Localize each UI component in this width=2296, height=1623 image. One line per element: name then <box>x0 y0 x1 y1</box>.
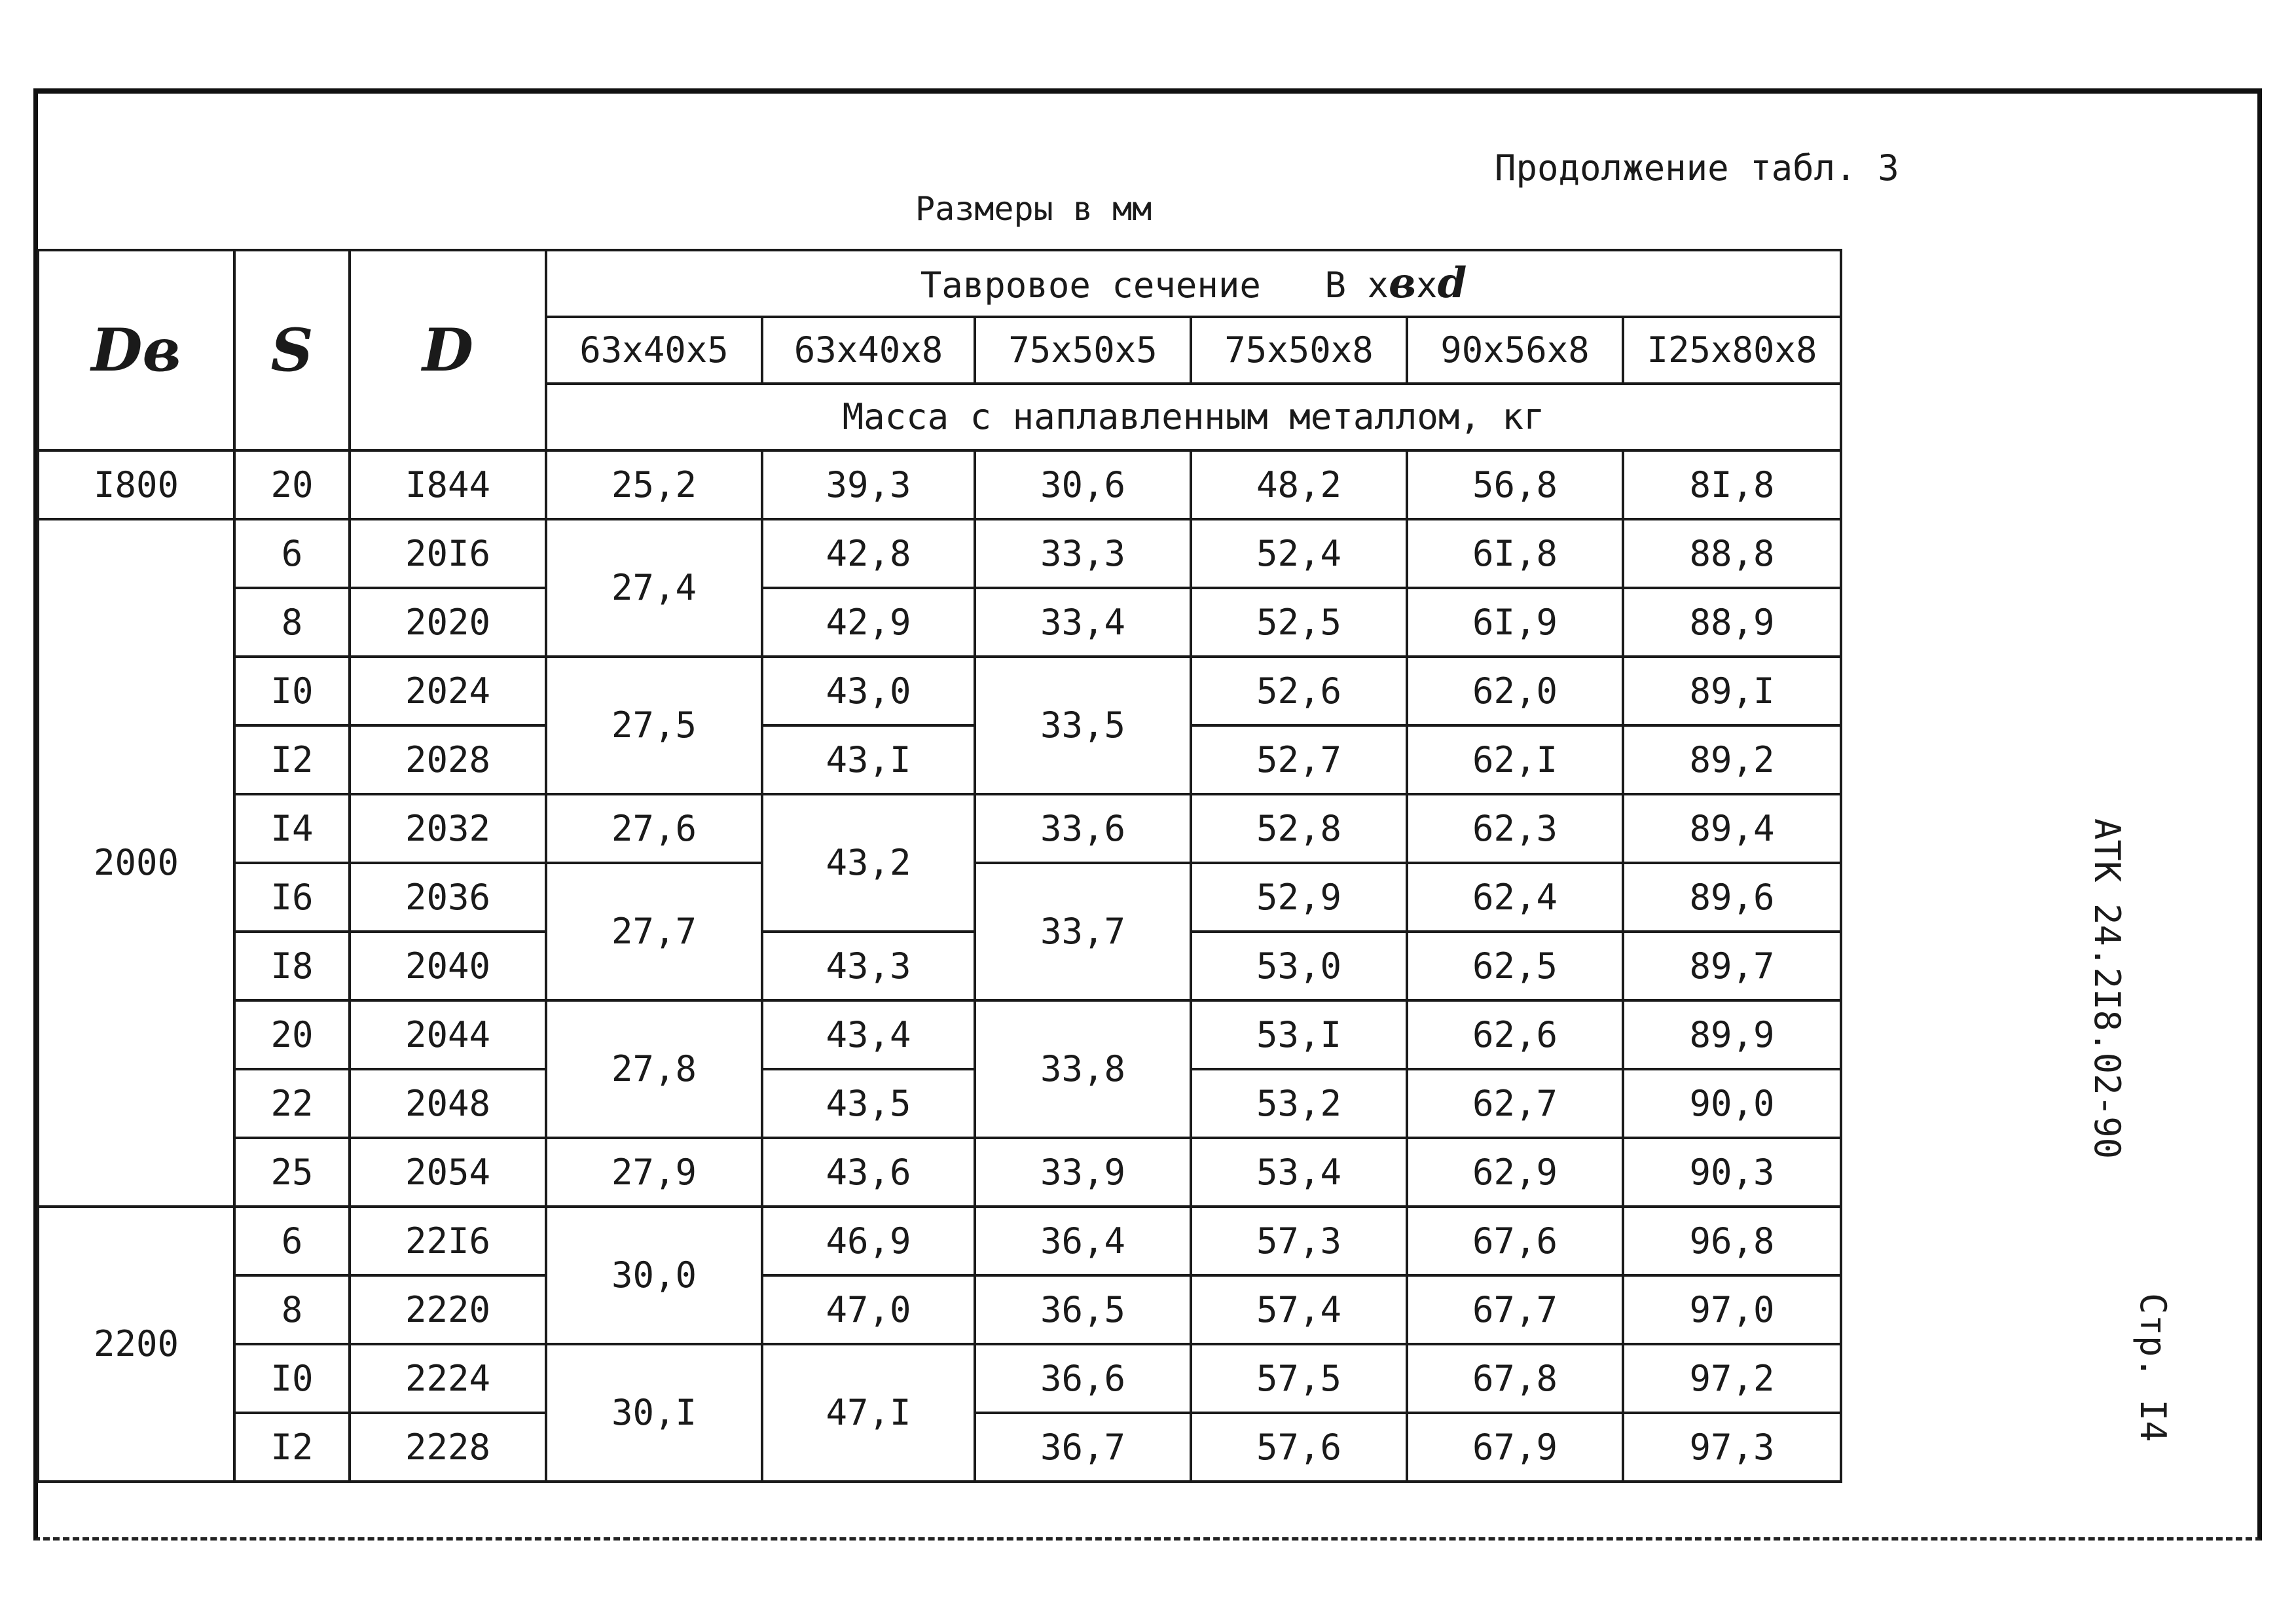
table-row <box>38 588 1841 657</box>
cell-mass: 27,5 <box>546 657 762 794</box>
cell-mass: 36,5 <box>975 1275 1191 1344</box>
cell-D: 2054 <box>350 1138 546 1207</box>
cell-S: I0 <box>234 1344 350 1413</box>
cell-mass: 52,6 <box>1191 657 1407 725</box>
table-row <box>38 1344 1841 1413</box>
cell-mass: 30,6 <box>975 450 1191 519</box>
cell-mass: 62,3 <box>1407 794 1623 863</box>
cell-mass: 27,8 <box>546 1000 762 1138</box>
cell-D: 2028 <box>350 725 546 794</box>
cell-mass: 57,5 <box>1191 1344 1407 1413</box>
cell-D: 2020 <box>350 588 546 657</box>
header-row-1 <box>38 250 1841 317</box>
cell-D: 2024 <box>350 657 546 725</box>
cell-S: 20 <box>234 1000 350 1069</box>
cell-D: I844 <box>350 450 546 519</box>
cell-mass: 27,4 <box>546 519 762 657</box>
cell-mass: 27,6 <box>546 794 762 863</box>
cell-mass: 52,7 <box>1191 725 1407 794</box>
cell-mass: 43,3 <box>762 932 975 1000</box>
cell-mass: 88,8 <box>1623 519 1841 588</box>
cell-mass: 52,4 <box>1191 519 1407 588</box>
cell-mass: 67,7 <box>1407 1275 1623 1344</box>
cell-S: I2 <box>234 1413 350 1482</box>
cell-mass: 33,3 <box>975 519 1191 588</box>
cell-mass: 53,2 <box>1191 1069 1407 1138</box>
cell-mass: 89,4 <box>1623 794 1841 863</box>
cell-mass: 27,7 <box>546 863 762 1000</box>
cell-D: 22I6 <box>350 1207 546 1275</box>
cell-D: 2036 <box>350 863 546 932</box>
section-formula-d: d <box>1437 259 1467 308</box>
cell-mass: 47,0 <box>762 1275 975 1344</box>
cell-D: 20I6 <box>350 519 546 588</box>
cell-Db: I800 <box>38 450 234 519</box>
cell-mass: 36,4 <box>975 1207 1191 1275</box>
cell-S: I4 <box>234 794 350 863</box>
table-row <box>38 657 1841 725</box>
table-row <box>38 1275 1841 1344</box>
cell-mass: 39,3 <box>762 450 975 519</box>
section-formula-mid: х <box>1416 264 1438 306</box>
table-row <box>38 725 1841 794</box>
cell-mass: 52,5 <box>1191 588 1407 657</box>
cell-mass: 33,9 <box>975 1138 1191 1207</box>
header-S: S <box>234 250 350 450</box>
cell-mass: 89,9 <box>1623 1000 1841 1069</box>
cell-mass: 46,9 <box>762 1207 975 1275</box>
section-formula-b: в <box>1389 259 1417 308</box>
table-row <box>38 1138 1841 1207</box>
cell-mass: 88,9 <box>1623 588 1841 657</box>
cell-D: 2224 <box>350 1344 546 1413</box>
profile-header: 63х40х5 <box>546 317 762 384</box>
mass-table <box>37 249 1842 1483</box>
table-row <box>38 1000 1841 1069</box>
table-row <box>38 1069 1841 1138</box>
cell-S: 6 <box>234 519 350 588</box>
cell-S: 6 <box>234 1207 350 1275</box>
table-row <box>38 450 1841 519</box>
cell-mass: 42,8 <box>762 519 975 588</box>
cell-mass: 43,I <box>762 725 975 794</box>
cell-S: 22 <box>234 1069 350 1138</box>
cell-Db: 2200 <box>38 1207 234 1482</box>
cell-mass: 57,6 <box>1191 1413 1407 1482</box>
profile-header: 75х50х5 <box>975 317 1191 384</box>
cell-mass: 53,0 <box>1191 932 1407 1000</box>
section-formula-prefix: В х <box>1324 264 1389 306</box>
cell-S: I6 <box>234 863 350 932</box>
cell-mass: 33,8 <box>975 1000 1191 1138</box>
cell-mass: 30,0 <box>546 1207 762 1344</box>
cell-mass: 25,2 <box>546 450 762 519</box>
cell-mass: 62,4 <box>1407 863 1623 932</box>
cell-mass: 89,7 <box>1623 932 1841 1000</box>
cell-mass: 90,3 <box>1623 1138 1841 1207</box>
profile-header: 63х40х8 <box>762 317 975 384</box>
header-D: D <box>350 250 546 450</box>
cell-mass: 27,9 <box>546 1138 762 1207</box>
cell-mass: 62,0 <box>1407 657 1623 725</box>
cell-mass: 6I,9 <box>1407 588 1623 657</box>
cell-mass: 97,3 <box>1623 1413 1841 1482</box>
cell-mass: 43,0 <box>762 657 975 725</box>
cell-mass: 43,6 <box>762 1138 975 1207</box>
cell-D: 2044 <box>350 1000 546 1069</box>
cell-D: 2228 <box>350 1413 546 1482</box>
cell-mass: 52,8 <box>1191 794 1407 863</box>
cell-mass: 53,I <box>1191 1000 1407 1069</box>
continuation-title: Продолжение табл. 3 <box>1495 147 1899 189</box>
mass-caption: Масса с наплавленным металлом, кг <box>546 384 1841 450</box>
cell-mass: 6I,8 <box>1407 519 1623 588</box>
cell-S: I0 <box>234 657 350 725</box>
table-row <box>38 794 1841 863</box>
cell-mass: 90,0 <box>1623 1069 1841 1138</box>
cell-mass: 89,6 <box>1623 863 1841 932</box>
header-Db: Dв <box>38 250 234 450</box>
cell-mass: 62,9 <box>1407 1138 1623 1207</box>
cell-mass: 30,I <box>546 1344 762 1482</box>
cell-mass: 43,5 <box>762 1069 975 1138</box>
cell-mass: 33,5 <box>975 657 1191 794</box>
cell-mass: 33,4 <box>975 588 1191 657</box>
cell-mass: 97,0 <box>1623 1275 1841 1344</box>
profile-header: 90х56х8 <box>1407 317 1623 384</box>
section-header <box>546 250 1841 317</box>
cell-mass: 62,5 <box>1407 932 1623 1000</box>
cell-S: I8 <box>234 932 350 1000</box>
page-number: Стр. I4 <box>2132 1293 2174 1442</box>
cell-mass: 89,I <box>1623 657 1841 725</box>
profile-header: 75х50х8 <box>1191 317 1407 384</box>
cell-mass: 89,2 <box>1623 725 1841 794</box>
table-row <box>38 519 1841 588</box>
cell-mass: 47,I <box>762 1344 975 1482</box>
cell-mass: 8I,8 <box>1623 450 1841 519</box>
cell-mass: 62,I <box>1407 725 1623 794</box>
cell-D: 2220 <box>350 1275 546 1344</box>
size-note: Размеры в мм <box>915 190 1152 228</box>
cell-mass: 42,9 <box>762 588 975 657</box>
cell-S: 20 <box>234 450 350 519</box>
cell-mass: 43,2 <box>762 794 975 932</box>
cell-D: 2048 <box>350 1069 546 1138</box>
cell-S: 25 <box>234 1138 350 1207</box>
cell-S: 8 <box>234 1275 350 1344</box>
profile-header: I25х80х8 <box>1623 317 1841 384</box>
cell-mass: 33,6 <box>975 794 1191 863</box>
cell-S: 8 <box>234 588 350 657</box>
cell-mass: 67,8 <box>1407 1344 1623 1413</box>
cell-mass: 36,6 <box>975 1344 1191 1413</box>
cell-mass: 57,4 <box>1191 1275 1407 1344</box>
section-title: Тавровое сечение <box>920 264 1261 306</box>
cell-mass: 62,7 <box>1407 1069 1623 1138</box>
cell-mass: 36,7 <box>975 1413 1191 1482</box>
cell-mass: 62,6 <box>1407 1000 1623 1069</box>
cell-D: 2032 <box>350 794 546 863</box>
cell-D: 2040 <box>350 932 546 1000</box>
cell-Db: 2000 <box>38 519 234 1207</box>
table-row <box>38 1207 1841 1275</box>
cell-mass: 48,2 <box>1191 450 1407 519</box>
table-row <box>38 932 1841 1000</box>
cell-mass: 43,4 <box>762 1000 975 1069</box>
cell-mass: 97,2 <box>1623 1344 1841 1413</box>
cell-mass: 33,7 <box>975 863 1191 1000</box>
cell-mass: 56,8 <box>1407 450 1623 519</box>
cell-mass: 96,8 <box>1623 1207 1841 1275</box>
document-code: АТК 24.2I8.02-90 <box>2086 818 2128 1159</box>
cell-S: I2 <box>234 725 350 794</box>
cell-mass: 52,9 <box>1191 863 1407 932</box>
cell-mass: 67,6 <box>1407 1207 1623 1275</box>
cell-mass: 57,3 <box>1191 1207 1407 1275</box>
cell-mass: 53,4 <box>1191 1138 1407 1207</box>
cell-mass: 67,9 <box>1407 1413 1623 1482</box>
